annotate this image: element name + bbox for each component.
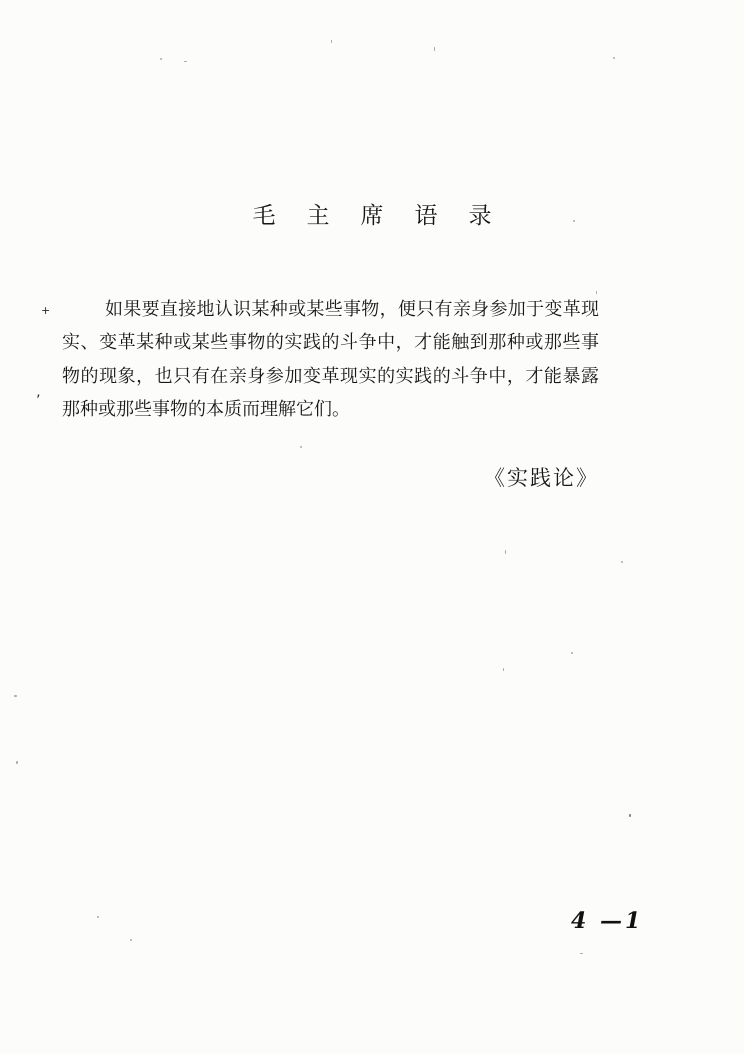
scan-speckle (130, 939, 132, 941)
quote-source: 《实践论》 (484, 466, 599, 490)
scan-speckle (503, 668, 504, 671)
page-title: 毛主席语录 (252, 203, 523, 229)
scan-speckle (573, 220, 575, 222)
scan-speckle (571, 652, 573, 654)
quote-paragraph (62, 293, 599, 427)
scan-artifact-mark: ’ (36, 393, 41, 409)
scan-speckle (14, 695, 17, 697)
scan-speckle (621, 561, 623, 563)
quote-line: 实、变革某种或某些事物的实践的斗争中，才能触到那种或那些事 (62, 332, 599, 354)
scan-speckle (613, 57, 615, 59)
page-number: 4 —1 (571, 908, 644, 934)
scan-speckle (434, 47, 435, 51)
scan-speckle (331, 40, 332, 43)
scan-speckle (629, 814, 631, 817)
scan-speckle (580, 953, 583, 954)
scan-speckle (16, 761, 18, 764)
scan-speckle (596, 291, 597, 294)
scan-speckle (505, 550, 506, 554)
quote-line: 那种或那些事物的本质而理解它们。 (62, 399, 350, 421)
scan-speckle (97, 916, 99, 918)
quote-line: 如果要直接地认识某种或某些事物，便只有亲身参加于变革现 (105, 299, 599, 320)
scan-artifact-mark: + (41, 304, 51, 317)
scan-speckle (300, 446, 302, 448)
quote-line: 物的现象，也只有在亲身参加变革现实的实践的斗争中，才能暴露 (62, 365, 599, 387)
scan-speckle (160, 58, 162, 60)
scan-speckle (184, 61, 187, 62)
